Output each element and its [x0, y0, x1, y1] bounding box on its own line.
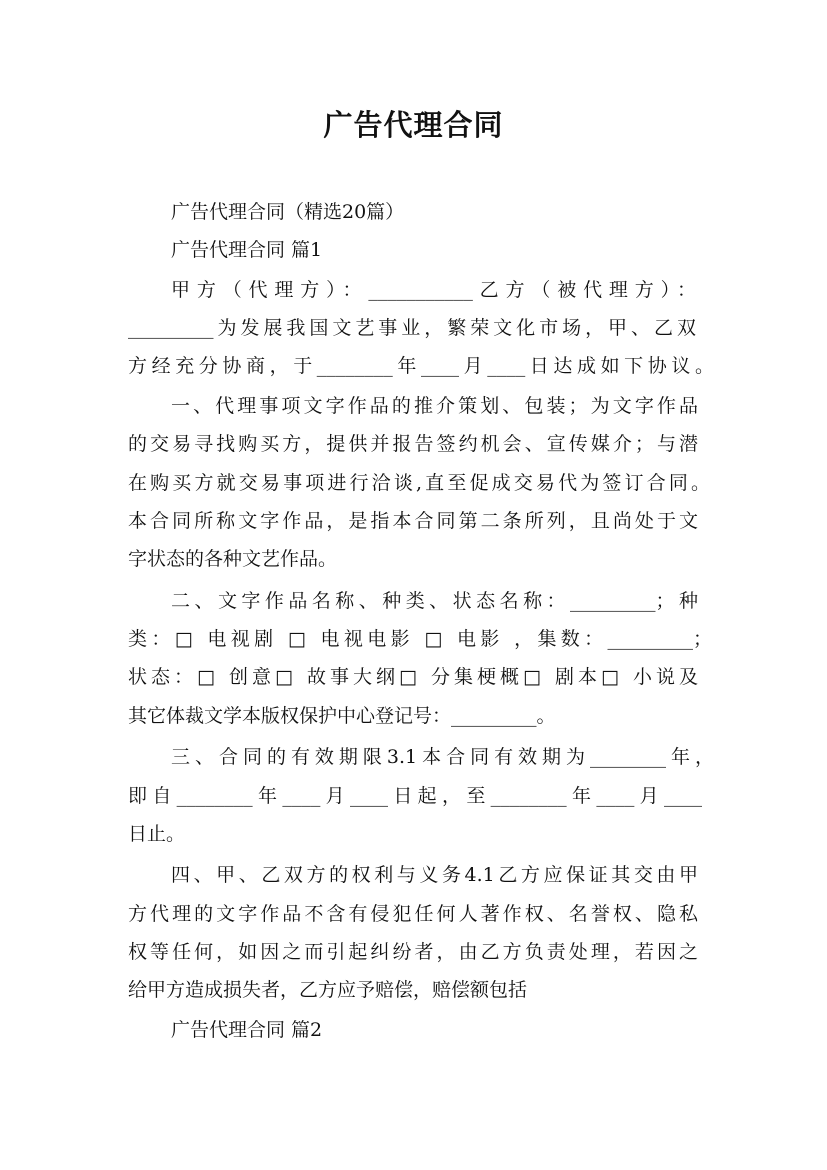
paragraph-line: 日止。 — [128, 823, 186, 845]
paragraph-line: 给甲方造成损失者，乙方应予赔偿，赔偿额包括 — [128, 979, 528, 1001]
paragraph-line: 权等任何，如因之而引起纠纷者，由乙方负责处理，若因之 — [128, 941, 698, 963]
paragraph-line: 即自________年____月____日起，至________年____月____ — [128, 785, 702, 807]
paragraph-line: 方代理的文字作品不含有侵犯任何人著作权、名誉权、隐私 — [128, 903, 698, 925]
paragraph-line: 本合同所称文字作品，是指本合同第二条所列，且尚处于文 — [128, 510, 698, 532]
subtitle-line: 广告代理合同（精选20篇） — [171, 201, 405, 223]
paragraph-line: 其它体裁文学本版权保护中心登记号：_________。 — [128, 705, 556, 727]
document-title: 广告代理合同 — [323, 108, 504, 142]
paragraph-line: 在购买方就交易事项进行洽谈,直至促成交易代为签订合同。 — [128, 472, 710, 494]
paragraph-line: 方经充分协商，于________年____月____日达成如下协议。 — [128, 355, 714, 377]
section-heading-1: 广告代理合同 篇1 — [171, 239, 323, 261]
paragraph-line: 的交易寻找购买方，提供并报告签约机会、宣传媒介；与潜 — [128, 433, 698, 455]
section-heading-2: 广告代理合同 篇2 — [171, 1019, 323, 1041]
paragraph-line: _________为发展我国文艺事业，繁荣文化市场，甲、乙双 — [128, 317, 696, 339]
paragraph-line: 字状态的各种文艺作品。 — [128, 548, 338, 570]
paragraph-line: 状态：□ 创意□ 故事大纲□ 分集梗概□ 剧本□ 小说及 — [128, 666, 698, 688]
paragraph-line: 一、代理事项文字作品的推介策划、包装；为文字作品 — [171, 395, 698, 417]
paragraph-line: 类：□ 电视剧 □ 电视电影 □ 电影 ，集数：_________； — [128, 628, 712, 650]
paragraph-line: 甲方（代理方）：___________乙方（被代理方）： — [171, 279, 696, 301]
paragraph-line: 三、合同的有效期限3.1本合同有效期为________年， — [171, 746, 714, 768]
paragraph-line: 四、甲、乙双方的权利与义务4.1乙方应保证其交由甲 — [171, 864, 698, 886]
paragraph-line: 二、文字作品名称、种类、状态名称：_________；种 — [171, 590, 698, 612]
